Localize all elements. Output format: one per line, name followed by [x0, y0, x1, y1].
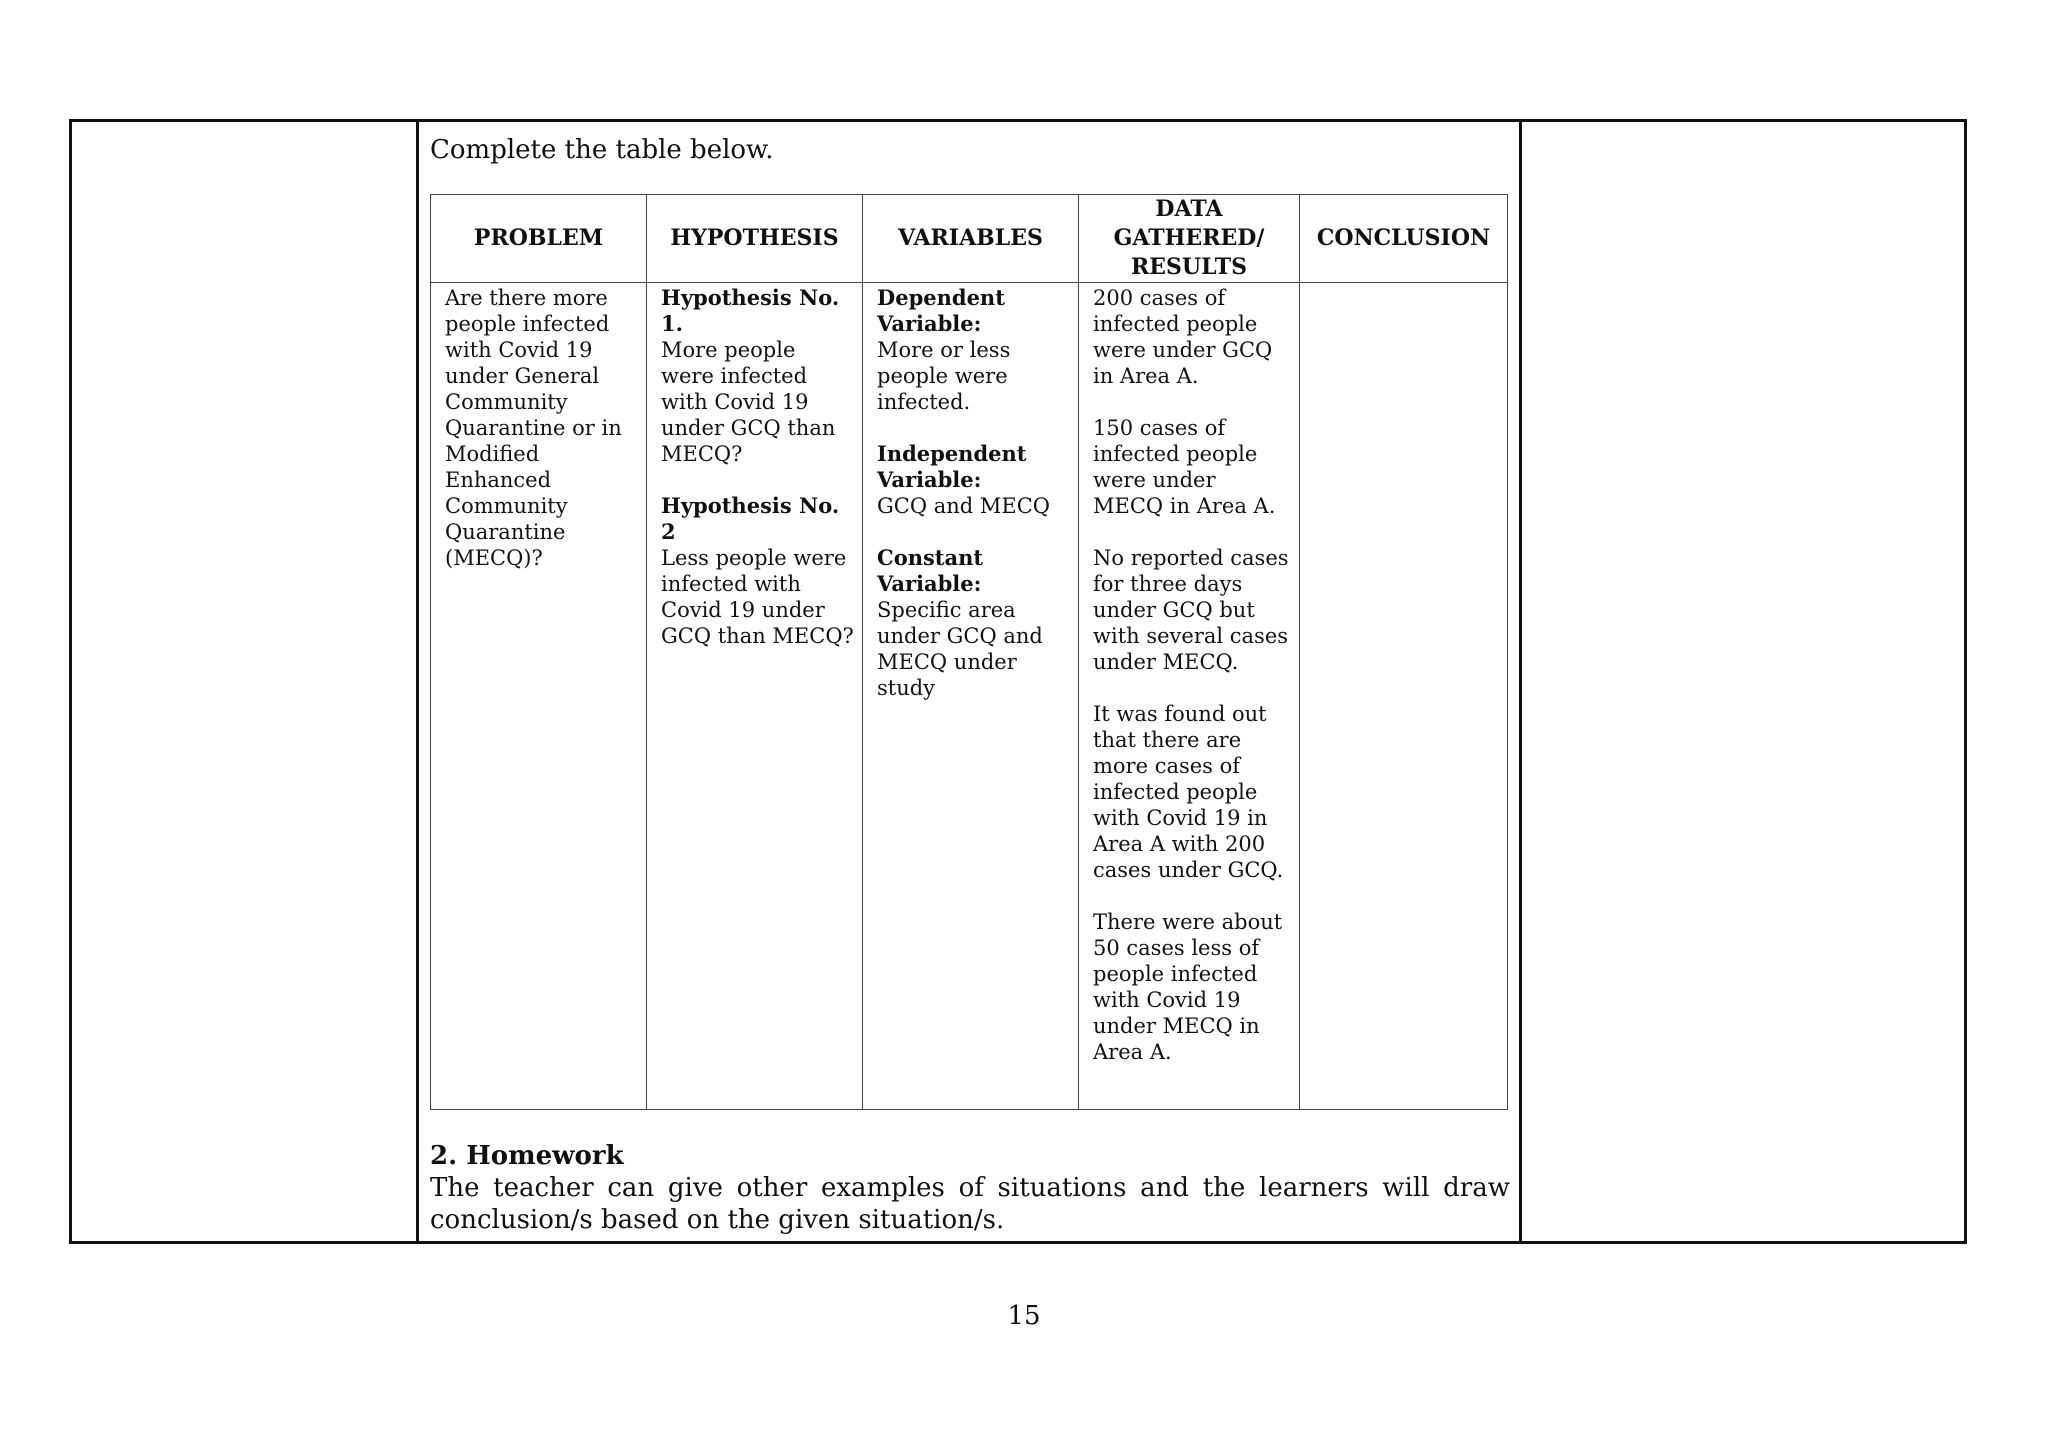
dependent-variable-label: Dependent Variable: [877, 285, 1005, 336]
hypothesis-2-text: Less people were infected with Covid 19 under GCQ than MECQ? [661, 546, 854, 648]
result-item: 200 cases of infected people were under GCQ in Area A. [1093, 286, 1273, 388]
table-row [431, 283, 1508, 1110]
result-item: 150 cases of infected people were under MECQ in Area A. [1093, 416, 1276, 518]
header-variables: VARIABLES [863, 195, 1079, 283]
result-item: It was found out that there are more cases of infected people with Covid 19 in Area A with 200 cases under GCQ. [1093, 702, 1284, 882]
result-item: No reported cases for three days under GCQ but with several cases under MECQ. [1093, 546, 1289, 674]
homework-text: The teacher can give other examples of situations and the learners will draw conclusion/s based on the given situation/s. [430, 1173, 1510, 1235]
problem-cell [431, 283, 647, 1110]
header-conclusion: CONCLUSION [1300, 195, 1508, 283]
header-hypothesis: HYPOTHESIS [647, 195, 863, 283]
column-divider-right [1519, 122, 1522, 1241]
hypothesis-2-label: Hypothesis No. 2 [661, 493, 840, 544]
problem-text: Are there more people infected with Covid 19 under General Community Quarantine or in Modified Enhanced Community Quarantine (MECQ)? [445, 286, 629, 570]
variables-cell [863, 283, 1079, 1110]
constant-variable-label: Constant Variable: [877, 545, 984, 596]
lesson-content-cell [430, 134, 1510, 1236]
constant-variable-text: Specific area under GCQ and MECQ under study [877, 598, 1043, 700]
column-divider-left [416, 122, 419, 1241]
conclusion-cell[interactable] [1300, 283, 1508, 1110]
page-number: 15 [1007, 1301, 1041, 1331]
independent-variable-label: Independent Variable: [877, 441, 1027, 492]
results-cell [1079, 283, 1300, 1110]
table-header-row [431, 195, 1508, 283]
lesson-table-frame [69, 119, 1967, 1244]
hypothesis-cell [647, 283, 863, 1110]
header-data-gathered: DATA GATHERED/ RESULTS [1079, 195, 1300, 283]
header-problem: PROBLEM [431, 195, 647, 283]
instruction-text: Complete the table below. [430, 135, 774, 165]
activity-table [430, 194, 1508, 1110]
dependent-variable-text: More or less people were infected. [877, 338, 1011, 414]
hypothesis-1-text: More people were infected with Covid 19 under GCQ than MECQ? [661, 338, 836, 466]
homework-title: 2. Homework [430, 1141, 624, 1171]
result-item: There were about 50 cases less of people infected with Covid 19 under MECQ in Area A. [1093, 910, 1283, 1064]
hypothesis-1-label: Hypothesis No. 1. [661, 285, 840, 336]
independent-variable-text: GCQ and MECQ [877, 494, 1051, 518]
